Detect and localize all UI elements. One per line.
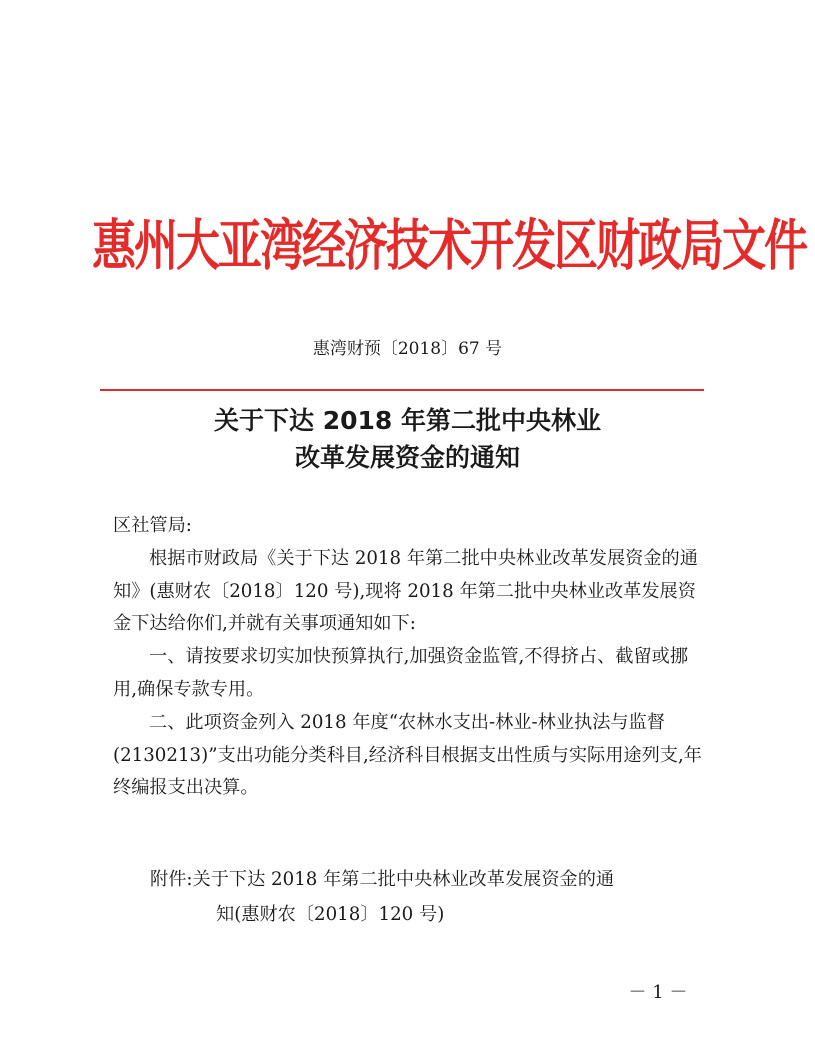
body-paragraph-item-1: 一、请按要求切实加快预算执行,加强资金监管,不得挤占、截留或挪用,确保专款专用。 (113, 646, 689, 700)
attachment-note (150, 862, 690, 932)
red-divider-line (100, 389, 704, 391)
notice-body (113, 510, 703, 805)
document-number: 惠湾财预〔2018〕67 号 (312, 339, 503, 359)
attachment-text-2: 知(惠财农〔2018〕120 号) (216, 904, 445, 925)
salutation: 区社管局: (113, 515, 192, 536)
attachment-label: 附件: (150, 869, 193, 890)
page-number: － 1 － (628, 982, 688, 1003)
notice-title (0, 402, 815, 476)
notice-title-line-2: 改革发展资金的通知 (294, 443, 520, 472)
notice-title-line-1: 关于下达 2018 年第二批中央林业 (214, 406, 601, 435)
attachment-line-1 (150, 862, 690, 897)
issuer-header-title: 惠州大亚湾经济技术开发区财政局文件 (92, 214, 806, 279)
body-paragraph-item-2: 二、此项资金列入 2018 年度“农林水支出-林业-林业执法与监督(2130213)”支出功能分类科目,经济科目根据支出性质与实际用途列支,年终编报支出决算。 (113, 711, 702, 799)
attachment-text-1: 关于下达 2018 年第二批中央林业改革发展资金的通 (192, 869, 615, 890)
body-paragraph-intro: 根据市财政局《关于下达 2018 年第二批中央林业改革发展资金的通知》(惠财农〔2018〕120 号),现将 2018 年第二批中央林业改革发展资金下达给你们,并就有关事项通知如下: (113, 547, 698, 635)
